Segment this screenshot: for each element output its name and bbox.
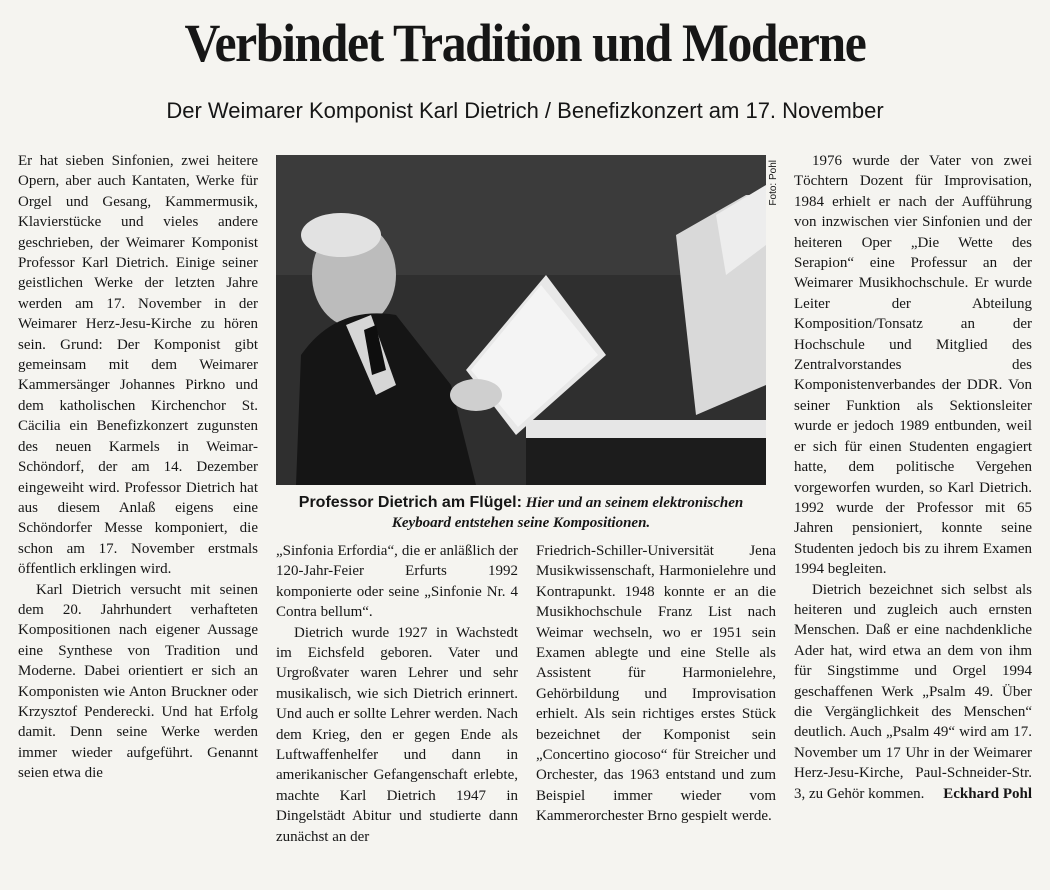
headline: Verbindet Tradition und Moderne xyxy=(184,13,866,73)
caption-lead: Professor Dietrich am Flügel: xyxy=(298,494,522,511)
paragraph-psalm xyxy=(794,580,1032,804)
paragraph-intro: Er hat sieben Sinfonien, zwei heitere Opern, aber auch Kantaten, Werke für Orgel und Gesang, Kammermusik, Klavierstücke und vieles andere geschrieben, der Weimarer Komponist Professor Karl Dietrich. Einige seiner geistlichen Werke der letzten Jahre werden am 17. November in der Weimarer Herz-Jesu-Kirche zu hören sein. Grund: Der Komponist gibt gemeinsam mit dem Weimarer Kammersänger Johannes Pirkno und dem katholischen Kirchenchor St. Cäcilia ein Benefizkonzert zugunsten des neuen Karmels in Weimar-Schöndorf, der am 14. Dezember eingeweiht wird. Professor Dietrich hat aus diesem Anlaß eigens eine Schöndorfer Messe komponiert, die schon am 17. November erstmals öffentlich erklingen wird. xyxy=(18,153,258,578)
caption-text: Hier und an seinem elektronischen Keyboard entstehen seine Kompositionen. xyxy=(391,495,744,531)
article-column-4 xyxy=(794,151,1032,804)
article-column-2 xyxy=(276,541,518,847)
paragraph-career: 1976 wurde der Vater von zwei Töchtern Dozent für Improvisation, 1984 erhielt er nach der Aufführung von inzwischen vier Sinfonien und der heiteren Oper „Die Wette des Serapion“ eine Professur an der Weimarer Musikhochschule. Er wurde Leiter der Abteilung Komposition/Tonsatz an der Hochschule und Mitglied des Zentralvorstandes des Komponistenverbandes der DDR. Von seiner Funktion als Sektionsleiter wurde er jedoch 1989 entbunden, weil er sich für einen Studenten engagiert hatte, dem politische Vergehen vorgeworfen wurden, so Karl Dietrich. 1992 wurde der Professor mit 65 Jahren pensioniert, konnte seine Studenten jedoch bis zu ihrem Examen 1994 begleiten. xyxy=(794,153,1032,578)
article-column-3 xyxy=(536,541,776,827)
author-signature: Eckhard Pohl xyxy=(943,785,1032,802)
photo-dietrich-at-piano xyxy=(276,155,766,485)
paragraph-synthesis: Karl Dietrich versucht mit seinen dem 20. Jahrhundert verhafteten Kompositionen nach eigener Aussage eine Synthese von Tradition und Moderne. Dabei orientiert er sich an Komponisten wie Anton Bruckner oder Krzysztof Penderecki. Und hat Erfolg damit. Denn seine Werke werden immer wieder aufgeführt. Genannt seien etwa die xyxy=(18,581,258,782)
photo-caption xyxy=(276,493,766,533)
paragraph-studies: Friedrich-Schiller-Universität Jena Musikwissenschaft, Harmonielehre und Kontrapunkt. 1948 konnte er an die Musikhochschule Franz List nach Weimar wechseln, wo er 1951 sein Examen ablegte und eine Stelle als Assistent für Harmonielehre, Gehörbildung und Improvisation erhielt. Als sein richtiges erstes Stück bezeichnet der Komponist sein „Concertino giocoso“ für Streicher und Orchester, das 1963 entstand und zum Beispiel immer wieder vom Kammerorchester Brno gespielt werde. xyxy=(536,543,776,825)
photo-credit: Foto: Pohl xyxy=(768,160,779,206)
photo-illustration xyxy=(276,155,766,485)
paragraph-biography: Dietrich wurde 1927 in Wachstedt im Eichsfeld geboren. Vater und Urgroßvater waren Lehrer und sehr musikalisch, wie sich Dietrich erinnert. Und auch er sollte Lehrer werden. Nach dem Krieg, den er gegen Ende als Luftwaffenhelfer und dann in amerikanischer Gefangenschaft erlebte, machte Karl Dietrich 1947 in Dingelstädt Abitur und studierte dann zunächst an der xyxy=(276,624,518,845)
paragraph-sinfonia: „Sinfonia Erfordia“, die er anläßlich der 120-Jahr-Feier Erfurts 1992 komponierte oder seine „Sinfonie Nr. 4 Contra bellum“. xyxy=(276,543,518,621)
subheadline: Der Weimarer Komponist Karl Dietrich / Benefizkonzert am 17. November xyxy=(166,98,884,123)
paragraph-psalm-text: Dietrich bezeichnet sich selbst als heiteren und zugleich auch ernsten Menschen. Daß er eine nachdenkliche Ader hat, wird etwa an dem von ihm für Singstimme und Orgel 1994 geschaffenen Werk „Psalm 49. Über die Vergänglichkeit des Menschen“ deutlich. Auch „Psalm 49“ wird am 17. November um 17 Uhr in der Weimarer Herz-Jesu-Kirche, Paul-Schneider-Str. 3, zu Gehör kommen. xyxy=(794,581,1032,802)
article-column-1 xyxy=(18,151,258,784)
